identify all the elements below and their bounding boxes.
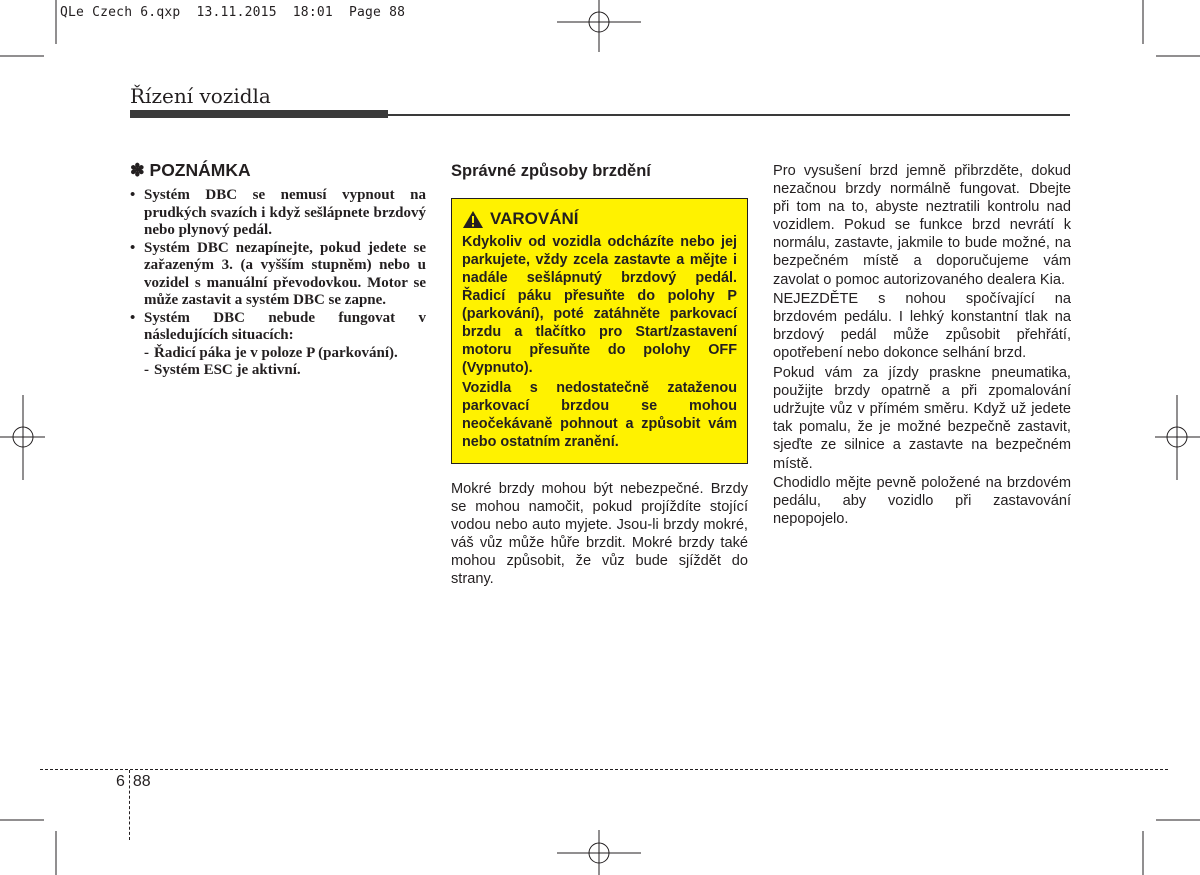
paragraph: NEJEZDĚTE s nohou spočívající na brzdovém pedálu. I lehký konstantní tlak na brzdový pedál může způsobit přehřátí, opotřebení nebo dokonce selhání brzd. [773,291,1071,362]
note-column [130,160,426,380]
note-sub-list [144,345,426,380]
note-list [130,187,426,380]
note-item [130,310,426,380]
paragraph: Pro vysušení brzd jemně přibrzděte, dokud nezačnou brzdy normálně fungovat. Dbejte při tom na to, abyste neztratili kontrolu nad vozidlem. Pokud se funkce brzd nevrátí k normálu, zastavte, jakmile to bude možné, na bezpečném místě a doporučujeme vám zavolat o pomoc autorizovaného dealera Kia. [773,163,1071,288]
note-sub-item: - Řadicí páka je v poloze P (parkování). [144,345,426,363]
warning-heading: VAROVÁNÍ [490,209,579,228]
note-item: • Systém DBC nezapínejte, pokud jedete se zařazeným 3. (a vyšším stupněm) nebo u vozidel s manuální převodovkou. Motor se může zastavit a systém DBC se zapne. [130,240,426,310]
warning-paragraph: Kdykoliv od vozidla odcházíte nebo jej parkujete, vždy zcela zastavte a mějte i nadále sešlápnutý brzdový pedál. Řadicí páku přesuňte do polohy P (parkování), poté zatáhněte parkovací brzdu a tlačítko pro Start/zastavení motoru přesuňte do polohy OFF (Vypnuto). [462,234,737,376]
print-slug: QLe Czech 6.qxp 13.11.2015 18:01 Page 88 [60,5,406,20]
chapter-number: 6 [116,773,125,790]
section-title: Řízení vozidla [130,84,271,108]
text-column [773,162,1071,530]
warning-icon [462,210,484,229]
braking-heading: Správné způsoby brzdění [451,162,651,180]
title-rule [388,114,1070,116]
paragraph: Chodidlo mějte pevně položené na brzdovém pedálu, aby vozidlo při zastavování nepopojelo. [773,475,1071,528]
warning-paragraph: Vozidla s nedostatečně zataženou parkovací brzdou se mohou neočekávaně pohnout a způsobit vám nebo ostatním zranění. [462,380,737,450]
warning-header [462,209,737,229]
footer-rule [40,769,1168,770]
paragraph: Pokud vám za jízdy praskne pneumatika, použijte brzdy opatrně a při zpomalování udržujte vůz v přímém směru. Když už jedete tak pomalu, že je možné bezpečně zastavit, sjeďte ze silnice a zastavte na bezpečném místě. [773,365,1071,472]
page-number [116,773,159,791]
note-item: • Systém DBC se nemusí vypnout na prudkých svazích i když sešlápnete brzdový nebo plynový pedál. [130,187,426,240]
warning-box [451,198,748,464]
note-heading: ✽ POZNÁMKA [130,160,251,180]
wet-brakes-paragraph: Mokré brzdy mohou být nebezpečné. Brzdy se mohou namočit, pokud projíždíte stojící vodou nebo auto myjete. Jsou-li brzdy mokré, váš vůz může hůře brzdit. Mokré brzdy také mohou způsobit, že vůz bude sjíždět do strany. [451,481,748,588]
title-bar [130,110,388,118]
braking-column [451,160,748,589]
note-sub-item: - Systém ESC je aktivní. [144,362,426,380]
note-item-text: Systém DBC nebude fungovat v následujících situacích: [144,309,426,343]
page-number-value: 88 [132,773,151,790]
